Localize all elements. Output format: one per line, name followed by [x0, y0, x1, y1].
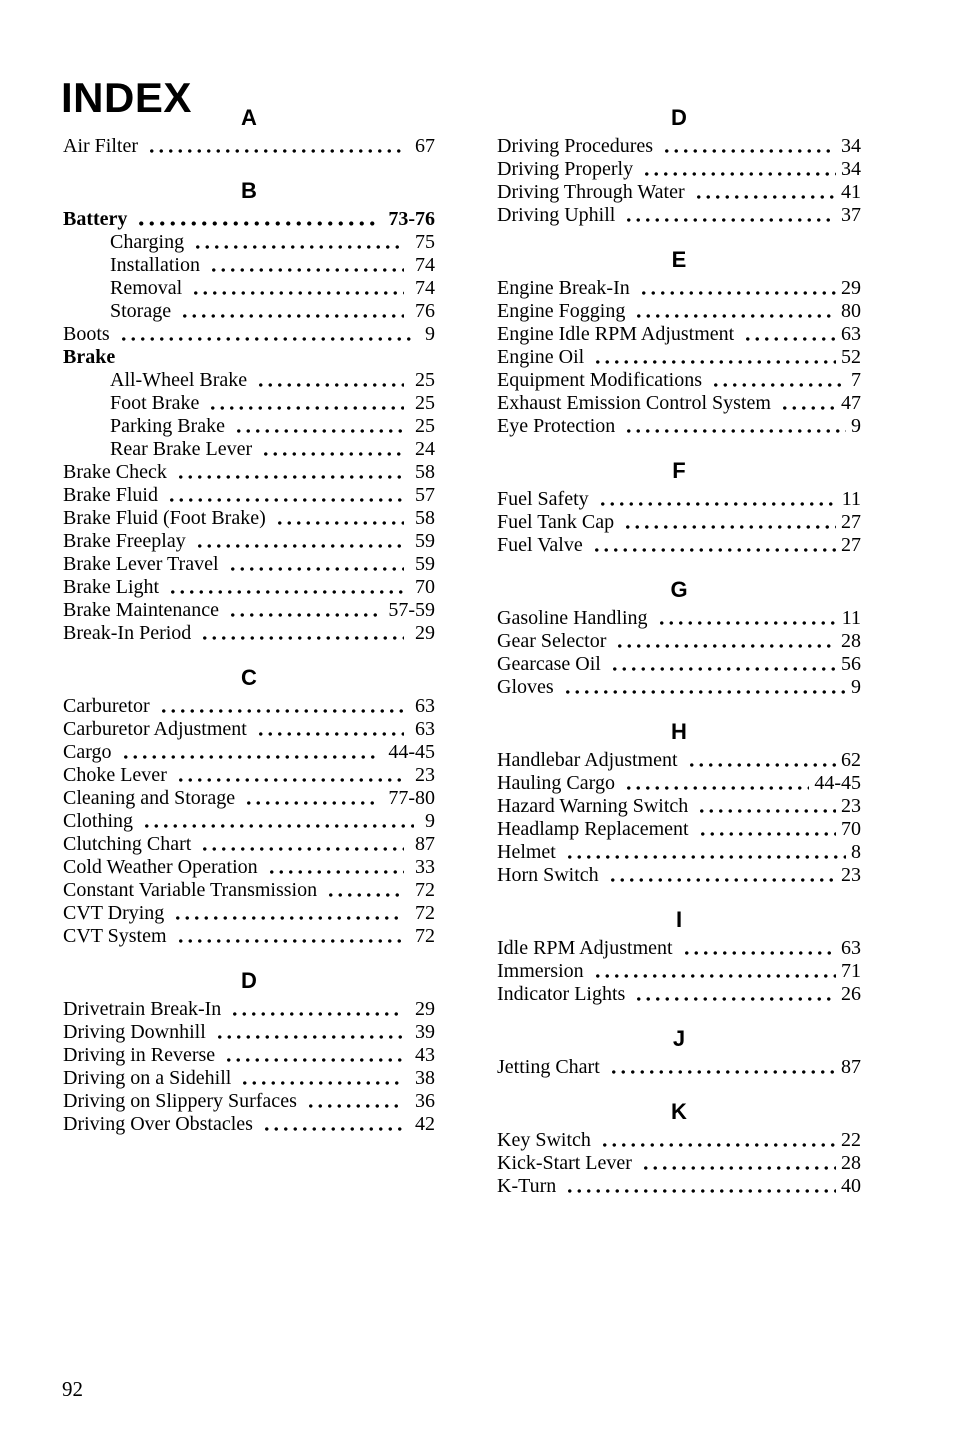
dot-leader — [171, 902, 404, 925]
index-entry — [63, 622, 435, 645]
entry-page: 23 — [841, 864, 861, 886]
index-section — [497, 908, 861, 1006]
dot-leader — [660, 135, 836, 158]
right-column — [497, 106, 861, 1198]
entry-page: 72 — [415, 902, 435, 924]
entry-page: 74 — [415, 277, 435, 299]
section-letter: K — [671, 1099, 687, 1124]
entry-page: 63 — [415, 695, 435, 717]
entry-label: Fuel Tank Cap — [497, 511, 615, 533]
index-section — [63, 179, 435, 645]
dot-leader — [254, 718, 404, 741]
dot-leader — [680, 937, 836, 960]
section-letter: F — [672, 458, 686, 483]
dot-leader — [242, 787, 377, 810]
dot-leader — [232, 415, 404, 438]
index-section — [497, 459, 861, 557]
index-entry — [497, 960, 861, 983]
entry-label: Battery — [63, 208, 128, 230]
entry-page: 9 — [425, 810, 435, 832]
dot-leader — [174, 925, 404, 948]
dot-leader — [608, 653, 836, 676]
entry-page: 58 — [415, 507, 435, 529]
index-entry — [497, 415, 861, 438]
dot-leader — [265, 856, 404, 879]
entry-label: Driving on a Sidehill — [63, 1067, 232, 1089]
index-entry — [63, 998, 435, 1021]
entry-label: Carburetor — [63, 695, 150, 717]
index-entry — [497, 323, 861, 346]
entry-page: 11 — [841, 607, 861, 629]
index-entry — [63, 553, 435, 576]
index-entry — [497, 488, 861, 511]
entry-label: Fuel Safety — [497, 488, 589, 510]
index-entry — [63, 718, 435, 741]
entry-label: CVT Drying — [63, 902, 165, 924]
entry-page: 70 — [415, 576, 435, 598]
section-letter: G — [670, 577, 688, 602]
entry-page: 9 — [851, 676, 861, 698]
dot-leader — [606, 864, 836, 887]
entry-label: Driving Downhill — [63, 1021, 206, 1043]
entry-page: 44-45 — [388, 741, 435, 763]
entry-page: 75 — [415, 231, 435, 253]
index-entry — [63, 599, 435, 622]
dot-leader — [273, 507, 404, 530]
entry-page: 57 — [415, 484, 435, 506]
index-entry — [63, 415, 435, 438]
index-entry — [63, 741, 435, 764]
entry-label: Eye Protection — [497, 415, 616, 437]
dot-leader — [166, 576, 404, 599]
index-entry — [63, 810, 435, 833]
index-entry — [63, 461, 435, 484]
entry-page: 9 — [851, 415, 861, 437]
section-letter: J — [672, 1026, 686, 1051]
dot-leader — [622, 772, 809, 795]
entry-page: 70 — [841, 818, 861, 840]
entry-label: Driving in Reverse — [63, 1044, 216, 1066]
index-entry — [497, 1056, 861, 1079]
section-letter: H — [671, 719, 687, 744]
index-entry — [497, 1152, 861, 1175]
index-entry — [63, 1044, 435, 1067]
dot-leader — [140, 810, 414, 833]
section-letter: D — [241, 968, 257, 993]
entry-page: 27 — [841, 534, 861, 556]
entry-page: 34 — [841, 135, 861, 157]
entry-label: Foot Brake — [110, 392, 200, 414]
dot-leader — [178, 300, 404, 323]
entry-page: 29 — [841, 277, 861, 299]
index-entry — [497, 653, 861, 676]
entry-page: 28 — [841, 630, 861, 652]
entry-label: Kick-Start Lever — [497, 1152, 632, 1174]
entry-label: Driving Procedures — [497, 135, 654, 157]
dot-leader — [590, 534, 836, 557]
dot-leader — [741, 323, 836, 346]
dot-leader — [639, 1152, 836, 1175]
entry-label: Exhaust Emission Control System — [497, 392, 771, 414]
dot-leader — [640, 158, 836, 181]
dot-leader — [259, 438, 404, 461]
entry-page: 74 — [415, 254, 435, 276]
dot-leader — [692, 181, 836, 204]
dot-leader — [685, 749, 836, 772]
entry-page: 26 — [841, 983, 861, 1005]
entry-label: Handlebar Adjustment — [497, 749, 678, 771]
index-entry — [497, 937, 861, 960]
index-entry — [63, 764, 435, 787]
index-entry — [63, 833, 435, 856]
section-letter: B — [241, 178, 257, 203]
entry-page: 67 — [415, 135, 435, 157]
entry-page: 43 — [415, 1044, 435, 1066]
index-entry — [63, 695, 435, 718]
entry-page: 59 — [415, 553, 435, 575]
dot-leader — [563, 1175, 836, 1198]
dot-leader — [563, 841, 846, 864]
index-entry — [63, 856, 435, 879]
entry-page: 57-59 — [388, 599, 435, 621]
index-entry — [63, 787, 435, 810]
entry-page: 25 — [415, 415, 435, 437]
index-entry — [63, 346, 435, 369]
entry-label: K-Turn — [497, 1175, 557, 1197]
index-entry — [63, 1067, 435, 1090]
index-section — [497, 578, 861, 699]
entry-label: All-Wheel Brake — [110, 369, 248, 391]
entry-page: 71 — [841, 960, 861, 982]
dot-leader — [119, 741, 378, 764]
dot-leader — [613, 630, 836, 653]
entry-label: Gear Selector — [497, 630, 607, 652]
index-section — [497, 248, 861, 438]
entry-page: 28 — [841, 1152, 861, 1174]
dot-leader — [778, 392, 836, 415]
index-entry — [497, 841, 861, 864]
index-entry — [63, 1113, 435, 1136]
entry-label: Clutching Chart — [63, 833, 192, 855]
dot-leader — [238, 1067, 404, 1090]
entry-page: 56 — [841, 653, 861, 675]
entry-label: Fuel Valve — [497, 534, 583, 556]
section-letter: D — [671, 105, 687, 130]
entry-label: Brake Fluid — [63, 484, 158, 506]
index-entry — [63, 392, 435, 415]
dot-leader — [213, 1021, 404, 1044]
entry-label: Driving Uphill — [497, 204, 616, 226]
entry-page: 63 — [841, 323, 861, 345]
entry-label: Installation — [110, 254, 200, 276]
index-entry — [497, 181, 861, 204]
left-column — [63, 106, 435, 1136]
entry-page: 25 — [415, 392, 435, 414]
dot-leader — [226, 599, 377, 622]
dot-leader — [193, 530, 404, 553]
entry-label: Jetting Chart — [497, 1056, 600, 1078]
index-entry — [63, 277, 435, 300]
section-letter: E — [671, 247, 687, 272]
entry-label: Engine Break-In — [497, 277, 630, 299]
section-letter: I — [675, 907, 683, 932]
entry-page: 58 — [415, 461, 435, 483]
entry-label: Gloves — [497, 676, 554, 698]
entry-label: Cleaning and Storage — [63, 787, 236, 809]
entry-page: 24 — [415, 438, 435, 460]
page-number: 92 — [62, 1377, 83, 1401]
entry-label: Idle RPM Adjustment — [497, 937, 673, 959]
index-section — [63, 666, 435, 948]
index-entry — [497, 135, 861, 158]
index-section — [497, 1100, 861, 1198]
dot-leader — [304, 1090, 404, 1113]
dot-leader — [222, 1044, 404, 1067]
entry-label: Choke Lever — [63, 764, 167, 786]
entry-page: 72 — [415, 879, 435, 901]
entry-label: Driving Properly — [497, 158, 634, 180]
entry-label: Charging — [110, 231, 185, 253]
entry-page: 27 — [841, 511, 861, 533]
index-entry — [497, 983, 861, 1006]
entry-label: Cold Weather Operation — [63, 856, 258, 878]
entry-label: Boots — [63, 323, 110, 345]
dot-leader — [596, 488, 837, 511]
index-entry — [497, 772, 861, 795]
entry-page: 76 — [415, 300, 435, 322]
entry-page: 33 — [415, 856, 435, 878]
entry-label: Break-In Period — [63, 622, 192, 644]
entry-label: Key Switch — [497, 1129, 591, 1151]
dot-leader — [561, 676, 846, 699]
entry-page: 7 — [851, 369, 861, 391]
entry-page: 63 — [415, 718, 435, 740]
entry-page: 23 — [841, 795, 861, 817]
entry-label: Parking Brake — [110, 415, 225, 437]
index-entry — [63, 576, 435, 599]
entry-page: 34 — [841, 158, 861, 180]
index-section — [63, 106, 435, 158]
entry-page: 38 — [415, 1067, 435, 1089]
index-entry — [63, 231, 435, 254]
entry-page: 72 — [415, 925, 435, 947]
dot-leader — [696, 818, 836, 841]
entry-label: Constant Variable Transmission — [63, 879, 318, 901]
index-entry — [63, 135, 435, 158]
dot-leader — [134, 208, 377, 231]
entry-page: 25 — [415, 369, 435, 391]
index-section — [497, 106, 861, 227]
entry-page: 37 — [841, 204, 861, 226]
entry-page: 77-80 — [388, 787, 435, 809]
entry-label: Hauling Cargo — [497, 772, 615, 794]
entry-page: 52 — [841, 346, 861, 368]
index-entry — [63, 323, 435, 346]
entry-page: 59 — [415, 530, 435, 552]
index-entry — [497, 204, 861, 227]
index-entry — [497, 346, 861, 369]
entry-label: Equipment Modifications — [497, 369, 702, 391]
index-entry — [63, 208, 435, 231]
index-entry — [497, 864, 861, 887]
section-letter: C — [241, 665, 257, 690]
dot-leader — [632, 300, 836, 323]
dot-leader — [206, 392, 404, 415]
page-title: INDEX — [61, 74, 192, 122]
entry-page: 42 — [415, 1113, 435, 1135]
entry-label: Air Filter — [63, 135, 138, 157]
index-entry — [63, 902, 435, 925]
index-entry — [497, 534, 861, 557]
dot-leader — [637, 277, 836, 300]
section-letter: A — [241, 105, 257, 130]
dot-leader — [198, 833, 404, 856]
dot-leader — [189, 277, 404, 300]
dot-leader — [165, 484, 404, 507]
index-entry — [63, 484, 435, 507]
entry-label: Headlamp Replacement — [497, 818, 689, 840]
entry-page: 44-45 — [814, 772, 861, 794]
index-entry — [497, 607, 861, 630]
index-entry — [497, 369, 861, 392]
entry-page: 40 — [841, 1175, 861, 1197]
index-entry — [497, 795, 861, 818]
index-entry — [63, 1021, 435, 1044]
entry-label: Brake Light — [63, 576, 160, 598]
entry-page: 11 — [841, 488, 861, 510]
index-entry — [497, 749, 861, 772]
entry-page: 9 — [425, 323, 435, 345]
index-entry — [63, 507, 435, 530]
entry-label: Driving Through Water — [497, 181, 685, 203]
entry-label: Gearcase Oil — [497, 653, 601, 675]
dot-leader — [591, 960, 836, 983]
entry-page: 80 — [841, 300, 861, 322]
entry-page: 36 — [415, 1090, 435, 1112]
dot-leader — [191, 231, 404, 254]
entry-label: Horn Switch — [497, 864, 599, 886]
dot-leader — [198, 622, 404, 645]
dot-leader — [622, 204, 836, 227]
dot-leader — [591, 346, 836, 369]
entry-label: Removal — [110, 277, 183, 299]
index-entry — [63, 530, 435, 553]
entry-label: Immersion — [497, 960, 584, 982]
entry-page: 29 — [415, 622, 435, 644]
dot-leader — [622, 415, 846, 438]
index-entry — [63, 1090, 435, 1113]
dot-leader — [145, 135, 404, 158]
dot-leader — [174, 764, 404, 787]
entry-label: Hazard Warning Switch — [497, 795, 689, 817]
entry-page: 62 — [841, 749, 861, 771]
entry-label: Brake Freeplay — [63, 530, 186, 552]
entry-label: Brake Maintenance — [63, 599, 220, 621]
entry-label: Brake Fluid (Foot Brake) — [63, 507, 266, 529]
index-entry — [497, 676, 861, 699]
entry-page: 87 — [841, 1056, 861, 1078]
dot-leader — [709, 369, 846, 392]
entry-label: Engine Fogging — [497, 300, 626, 322]
dot-leader — [226, 553, 404, 576]
entry-label: Clothing — [63, 810, 134, 832]
entry-label: Brake Lever Travel — [63, 553, 219, 575]
dot-leader — [607, 1056, 836, 1079]
dot-leader — [598, 1129, 836, 1152]
entry-page: 47 — [841, 392, 861, 414]
index-section — [63, 969, 435, 1136]
entry-label: Storage — [110, 300, 172, 322]
dot-leader — [174, 461, 404, 484]
dot-leader — [324, 879, 404, 902]
dot-leader — [695, 795, 836, 818]
dot-leader — [207, 254, 404, 277]
index-entry — [497, 277, 861, 300]
dot-leader — [260, 1113, 404, 1136]
entry-page: 87 — [415, 833, 435, 855]
entry-label: Drivetrain Break-In — [63, 998, 222, 1020]
index-entry — [63, 925, 435, 948]
index-entry — [497, 300, 861, 323]
dot-leader — [655, 607, 837, 630]
entry-page: 41 — [841, 181, 861, 203]
entry-page: 39 — [415, 1021, 435, 1043]
entry-page: 63 — [841, 937, 861, 959]
dot-leader — [228, 998, 404, 1021]
index-entry — [497, 511, 861, 534]
entry-label: CVT System — [63, 925, 167, 947]
dot-leader — [157, 695, 404, 718]
index-entry — [63, 879, 435, 902]
entry-label: Gasoline Handling — [497, 607, 648, 629]
dot-leader — [254, 369, 404, 392]
entry-label: Brake Check — [63, 461, 167, 483]
entry-page: 8 — [851, 841, 861, 863]
dot-leader — [621, 511, 836, 534]
index-entry — [497, 1175, 861, 1198]
entry-label: Cargo — [63, 741, 112, 763]
entry-page: 23 — [415, 764, 435, 786]
entry-page: 29 — [415, 998, 435, 1020]
entry-label: Indicator Lights — [497, 983, 626, 1005]
entry-label: Brake — [63, 346, 116, 368]
index-entry — [497, 392, 861, 415]
entry-label: Rear Brake Lever — [110, 438, 253, 460]
entry-label: Carburetor Adjustment — [63, 718, 247, 740]
index-section — [497, 1027, 861, 1079]
entry-label: Engine Idle RPM Adjustment — [497, 323, 735, 345]
dot-leader — [117, 323, 414, 346]
entry-label: Driving Over Obstacles — [63, 1113, 253, 1135]
entry-label: Driving on Slippery Surfaces — [63, 1090, 297, 1112]
index-entry — [497, 818, 861, 841]
entry-label: Helmet — [497, 841, 556, 863]
index-section — [497, 720, 861, 887]
dot-leader — [632, 983, 836, 1006]
index-entry — [63, 254, 435, 277]
entry-page: 22 — [841, 1129, 861, 1151]
index-entry — [497, 630, 861, 653]
index-entry — [497, 1129, 861, 1152]
index-entry — [63, 438, 435, 461]
index-entry — [497, 158, 861, 181]
index-entry — [63, 369, 435, 392]
entry-page: 73-76 — [388, 208, 435, 230]
index-entry — [63, 300, 435, 323]
entry-label: Engine Oil — [497, 346, 585, 368]
